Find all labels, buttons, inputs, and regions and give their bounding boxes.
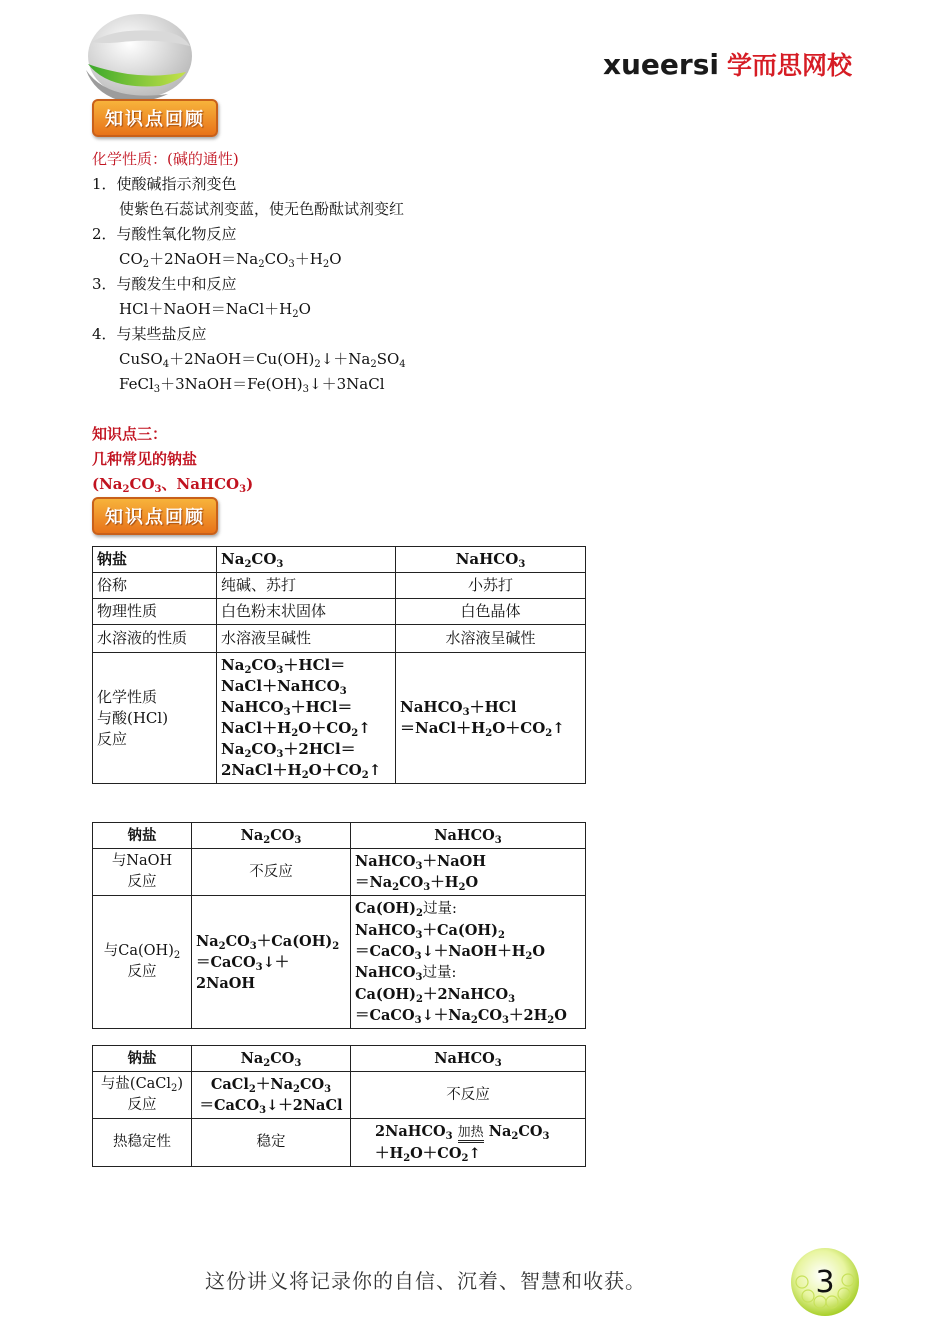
page-number: 3 xyxy=(815,1265,835,1300)
cell-line: 反应 xyxy=(127,874,157,890)
section-formulas: ($Na_2CO_3$、NaHCO$_3$) xyxy=(92,475,254,495)
section-subtitle: 几种常见的钠盐 xyxy=(92,450,198,468)
table-cell: 与盐(CaCl$_2$) 反应 xyxy=(93,1072,192,1119)
table-cell: 水溶液呈碱性 xyxy=(217,625,396,653)
brand-zh: 学而思网校 xyxy=(726,51,852,80)
cell-line: 化学性质 xyxy=(97,687,158,706)
review-badge: 知识点回顾 xyxy=(92,99,218,137)
table-cell: 物理性质 xyxy=(93,599,217,625)
table-row xyxy=(93,849,586,896)
table-cell xyxy=(93,849,192,896)
table-cell: 与$Ca(OH)_2$ 反应 xyxy=(93,896,192,1029)
table-cell: 俗称 xyxy=(93,573,217,599)
table-row xyxy=(93,653,586,784)
table-cell: 白色晶体 xyxy=(396,599,586,625)
table-cell: 小苏打 xyxy=(396,573,586,599)
table-cell: 钠盐 xyxy=(93,1046,192,1072)
table-cell: $Na_2CO_3$ xyxy=(192,823,351,849)
table-cell: $Na_2CO_3$ xyxy=(217,547,396,573)
table-row xyxy=(93,1046,586,1072)
sodium-salt-table-3 xyxy=(92,1045,586,1167)
table-row xyxy=(93,1072,586,1119)
table-cell: NaHCO$_3$＋HCl $=NaCl+H_2O+CO_2↑$ xyxy=(396,653,586,784)
table-row xyxy=(93,896,586,1029)
list-item-detail: 使紫色石蕊试剂变蓝，使无色酚酞试剂变红 xyxy=(119,200,405,218)
equation: $HCl+NaOH=NaCl+H_2O$ xyxy=(119,300,311,320)
reaction-condition: 加热 xyxy=(458,1125,484,1143)
table-cell: NaHCO$_3$＋NaOH $=Na_2CO_3+H_2O$ xyxy=(351,849,586,896)
cell-line: 与NaOH xyxy=(111,853,173,869)
table-cell: $CaCl_2+Na_2CO_3$ ＝CaCO$_3$↓＋2NaCl xyxy=(192,1072,351,1119)
table-cell: 热稳定性 xyxy=(93,1119,192,1167)
section-title: 知识点三： xyxy=(92,425,168,443)
table-cell: 水溶液呈碱性 xyxy=(396,625,586,653)
table-cell: 钠盐 xyxy=(93,547,217,573)
review-badge: 知识点回顾 xyxy=(92,497,218,535)
table-cell: $Na_2CO_3$ xyxy=(192,1046,351,1072)
table-row xyxy=(93,1119,586,1167)
logo-sphere-icon xyxy=(78,12,196,104)
list-item: 2．与酸性氧化物反应 xyxy=(92,225,237,243)
table-cell: 不反应 xyxy=(351,1072,586,1119)
table-cell: 稳定 xyxy=(192,1119,351,1167)
table-cell: 白色粉末状固体 xyxy=(217,599,396,625)
footer-slogan: 这份讲义将记录你的自信、沉着、智慧和收获。 xyxy=(205,1269,646,1293)
equation: $CO_2+2NaOH=Na_2CO_3+H_2O$ xyxy=(119,250,342,270)
sodium-salt-table-1 xyxy=(92,546,586,784)
table-row xyxy=(93,625,586,653)
table-cell: 不反应 xyxy=(192,849,351,896)
brand-logo xyxy=(603,46,852,82)
table-cell: $Na_2CO_3+HCl=$ NaCl＋NaHCO$_3$ NaHCO$_3$＋HCl＝ $NaCl+H_2O+CO_2↑$ $Na_2CO_3+2HCl=$ $2NaCl+H_2O+CO_2↑$ xyxy=(217,653,396,784)
list-item: 3．与酸发生中和反应 xyxy=(92,275,237,293)
page-number-ball-icon xyxy=(788,1246,862,1318)
table-cell: NaHCO$_3$ xyxy=(351,1046,586,1072)
table-cell: $Na_2CO_3+Ca(OH)_2$ ＝CaCO$_3$↓＋2NaOH xyxy=(192,896,351,1029)
equation: $FeCl_3+3NaOH=Fe(OH)_3↓+3NaCl$ xyxy=(119,375,385,395)
cell-line: 反应 xyxy=(97,729,128,748)
table-cell: 纯碱、苏打 xyxy=(217,573,396,599)
brand-en: xueersi xyxy=(602,48,719,81)
section-title: 化学性质：(碱的通性) xyxy=(92,150,239,168)
cell-note: 过量: xyxy=(422,965,457,981)
cell-line: 反应 xyxy=(127,964,157,980)
table-row xyxy=(93,547,586,573)
table-row xyxy=(93,599,586,625)
table-cell: 钠盐 xyxy=(93,823,192,849)
cell-line: 反应 xyxy=(127,1097,157,1113)
cell-line: 与盐(CaCl xyxy=(100,1076,172,1092)
table-row xyxy=(93,823,586,849)
sodium-salt-table-2 xyxy=(92,822,586,1029)
equation: $CuSO_4+2NaOH=Cu(OH)_2↓+Na_2SO_4$ xyxy=(119,350,406,370)
table-cell: NaHCO$_3$ xyxy=(396,547,586,573)
table-cell: 2NaHCO$_3$ 加热 $Na_2CO_3$ $+H_2O+CO_2↑$ xyxy=(351,1119,586,1167)
table-row xyxy=(93,573,586,599)
table-cell: NaHCO$_3$ xyxy=(351,823,586,849)
list-item: 4．与某些盐反应 xyxy=(92,325,207,343)
list-item: 1．使酸碱指示剂变色 xyxy=(92,175,237,193)
table-cell: 水溶液的性质 xyxy=(93,625,217,653)
table-cell: $Ca(OH)_2$过量: $NaHCO_3+Ca(OH)_2$ $=CaCO_3↓+NaOH+H_2O$ NaHCO$_3$过量: $Ca(OH)_2+2NaHCO_3$ $=CaCO_3↓+Na_2CO_3+2H_2O$ xyxy=(351,896,586,1029)
table-cell xyxy=(93,653,217,784)
cell-line: 与酸(HCl) xyxy=(97,708,169,727)
